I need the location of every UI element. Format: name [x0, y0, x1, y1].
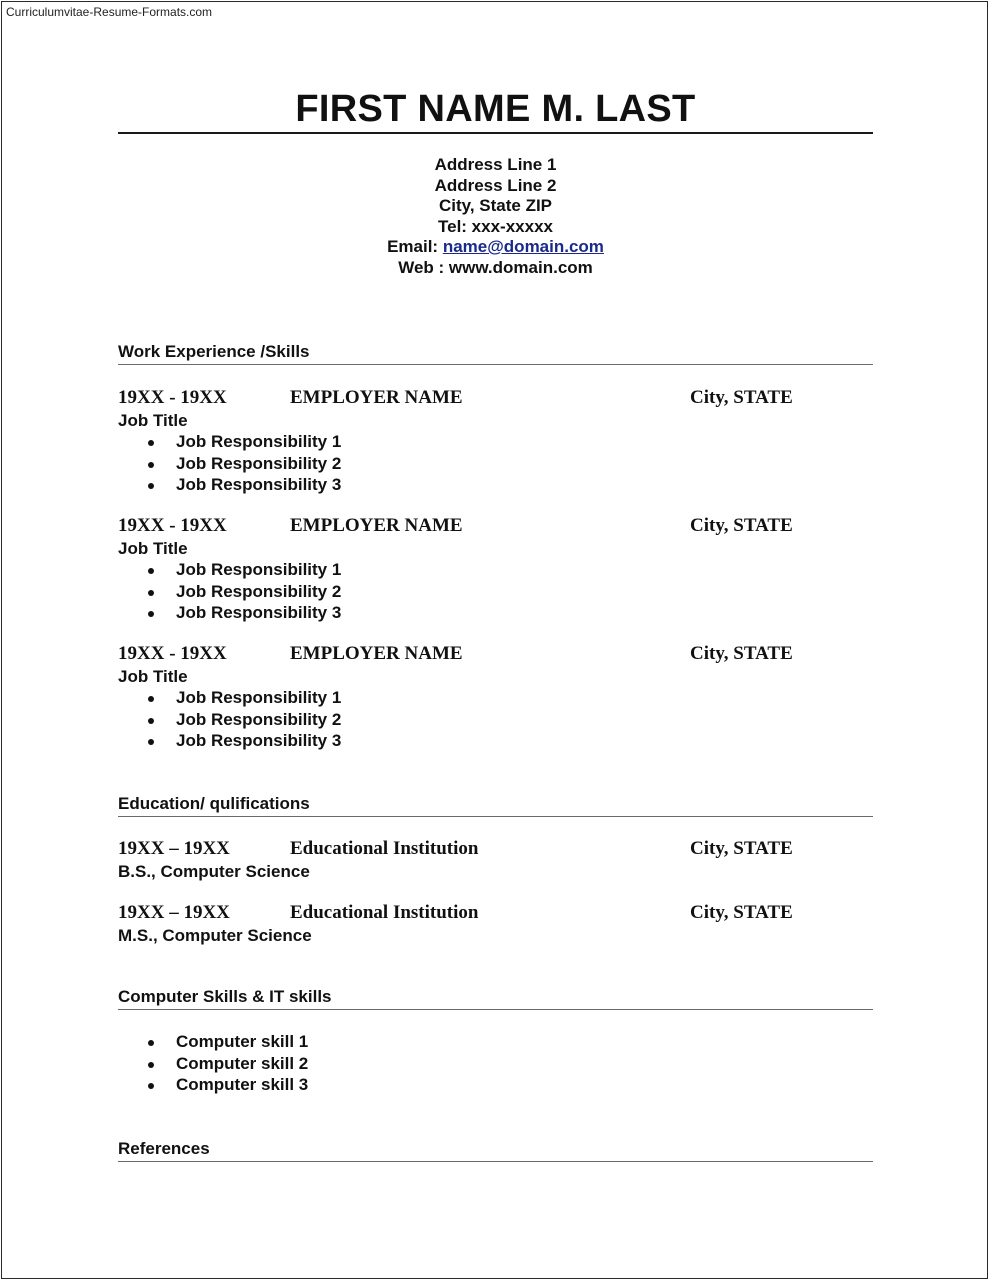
education-location: City, STATE	[690, 838, 793, 859]
address-line-1: Address Line 1	[434, 155, 557, 174]
responsibility-text: Job Responsibility 2	[176, 709, 342, 729]
list-item	[118, 431, 873, 453]
bullet-icon	[148, 739, 154, 745]
list-item	[118, 1053, 873, 1075]
section-divider-work	[118, 364, 873, 365]
degree: B.S., Computer Science	[118, 862, 310, 881]
work-location: City, STATE	[690, 515, 793, 536]
resume-name: FIRST NAME M. LAST	[295, 88, 696, 130]
name-divider	[118, 132, 873, 134]
responsibility-text: Job Responsibility 1	[176, 432, 342, 451]
work-location: City, STATE	[690, 643, 793, 664]
contact-block	[118, 155, 873, 278]
skill-text: Computer skill 2	[176, 1053, 309, 1073]
work-dates: 19XX - 19XX	[118, 387, 227, 408]
email-label: Email:	[387, 237, 443, 256]
work-dates: 19XX - 19XX	[118, 643, 227, 664]
bullet-icon	[148, 611, 154, 617]
education-dates: 19XX – 19XX	[118, 838, 230, 859]
responsibility-list	[118, 687, 873, 752]
list-item	[118, 730, 873, 752]
list-item	[118, 602, 873, 624]
bullet-icon	[148, 462, 154, 468]
work-entry	[118, 643, 873, 752]
bullet-icon	[148, 1083, 154, 1089]
employer-name: EMPLOYER NAME	[290, 387, 463, 408]
responsibility-list	[118, 559, 873, 624]
skills-list	[118, 1031, 873, 1096]
email-link[interactable]: name@domain.com	[442, 237, 604, 256]
section-title-references: References	[118, 1139, 210, 1158]
responsibility-text: Job Responsibility 3	[176, 731, 342, 751]
list-item	[118, 581, 873, 603]
job-title: Job Title	[118, 667, 188, 686]
bullet-icon	[148, 696, 154, 702]
education-dates: 19XX – 19XX	[118, 902, 230, 923]
work-entry-header	[118, 643, 873, 666]
section-divider-references	[118, 1161, 873, 1162]
watermark-label: Curriculumvitae-Resume-Formats.com	[6, 5, 213, 19]
employer-name: EMPLOYER NAME	[290, 515, 463, 536]
list-item	[118, 687, 873, 709]
section-title-work: Work Experience /Skills	[118, 342, 310, 361]
responsibility-text: Job Responsibility 1	[176, 688, 342, 707]
bullet-icon	[148, 483, 154, 489]
skill-text: Computer skill 1	[176, 1032, 309, 1051]
bullet-icon	[148, 1062, 154, 1068]
section-title-education: Education/ qulifications	[118, 794, 310, 813]
institution-name: Educational Institution	[290, 902, 479, 923]
list-item	[118, 709, 873, 731]
responsibility-text: Job Responsibility 3	[176, 603, 342, 623]
work-entry-header	[118, 515, 873, 538]
degree: M.S., Computer Science	[118, 926, 312, 945]
job-title: Job Title	[118, 539, 188, 558]
responsibility-list	[118, 431, 873, 496]
list-item	[118, 453, 873, 475]
section-divider-skills	[118, 1009, 873, 1010]
skills-block	[118, 1031, 873, 1096]
work-location: City, STATE	[690, 387, 793, 408]
bullet-icon	[148, 440, 154, 446]
list-item	[118, 559, 873, 581]
section-title-skills: Computer Skills & IT skills	[118, 987, 332, 1006]
bullet-icon	[148, 590, 154, 596]
education-entry	[118, 902, 873, 946]
work-entry-header	[118, 387, 873, 410]
bullet-icon	[148, 1040, 154, 1046]
institution-name: Educational Institution	[290, 838, 479, 859]
work-entry	[118, 515, 873, 624]
work-dates: 19XX - 19XX	[118, 515, 227, 536]
list-item	[118, 1074, 873, 1096]
responsibility-text: Job Responsibility 3	[176, 475, 342, 495]
education-entry	[118, 838, 873, 882]
bullet-icon	[148, 568, 154, 574]
address-line-2: Address Line 2	[434, 175, 557, 195]
education-entry-header	[118, 838, 873, 861]
list-item	[118, 474, 873, 496]
skill-text: Computer skill 3	[176, 1075, 309, 1095]
education-location: City, STATE	[690, 902, 793, 923]
city-state-zip: City, State ZIP	[438, 196, 553, 215]
job-title: Job Title	[118, 411, 188, 430]
employer-name: EMPLOYER NAME	[290, 643, 463, 664]
responsibility-text: Job Responsibility 2	[176, 453, 342, 473]
telephone: Tel: xxx-xxxxx	[438, 216, 553, 236]
work-entry	[118, 387, 873, 496]
responsibility-text: Job Responsibility 1	[176, 560, 342, 579]
section-divider-education	[118, 816, 873, 817]
website: Web : www.domain.com	[398, 257, 593, 277]
responsibility-text: Job Responsibility 2	[176, 581, 342, 601]
email-line	[118, 237, 873, 258]
list-item	[118, 1031, 873, 1053]
education-entry-header	[118, 902, 873, 925]
bullet-icon	[148, 718, 154, 724]
